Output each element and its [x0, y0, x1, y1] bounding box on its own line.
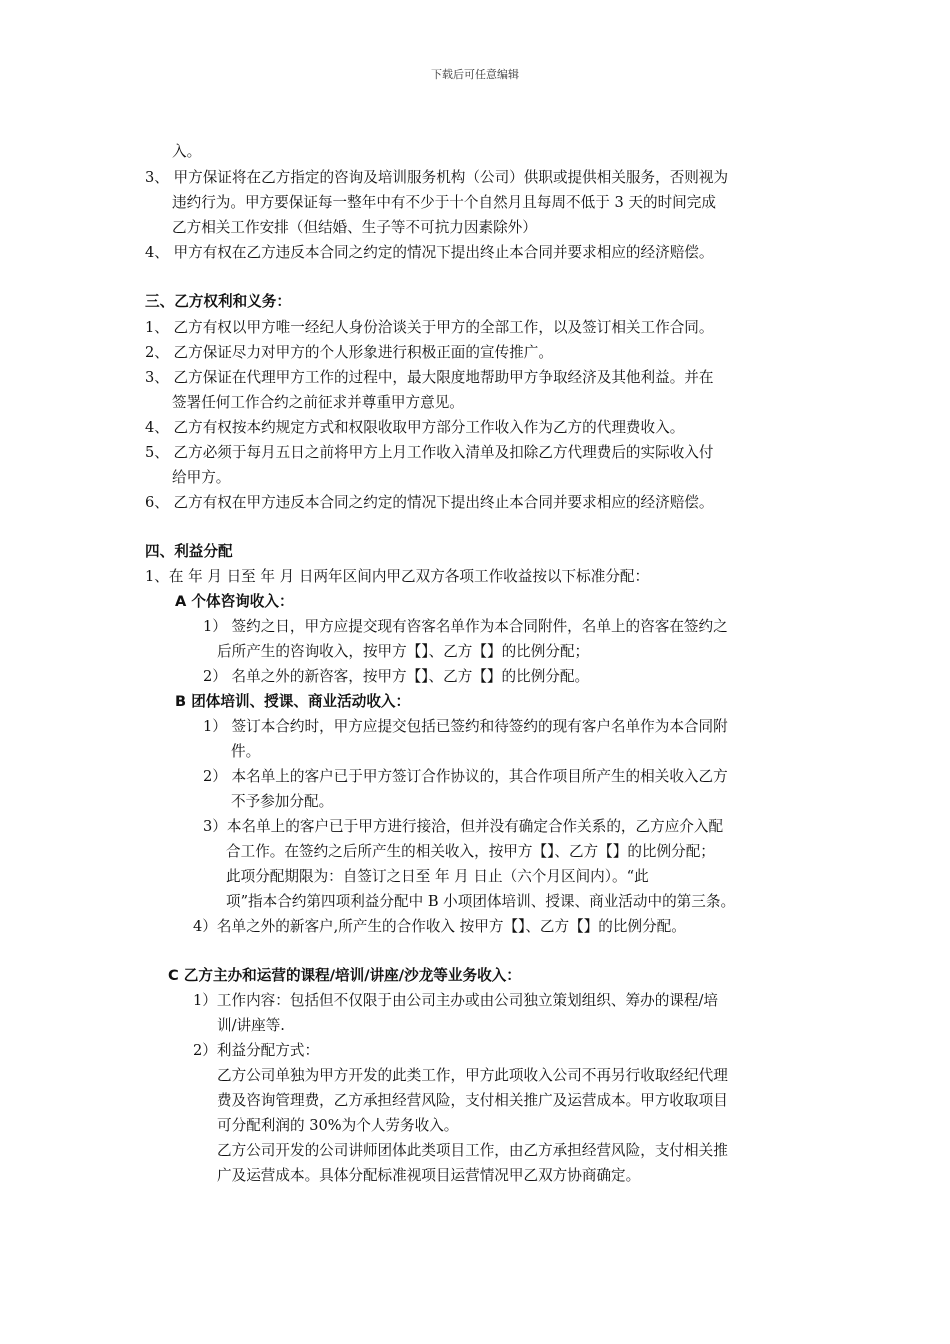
list-item: 1）工作内容：包括但不仅限于由公司主办或由公司独立策划组织、筹办的课程/培: [193, 992, 718, 1009]
list-item: 4、 乙方有权按本约规定方式和权限收取甲方部分工作收入作为乙方的代理费收入。: [145, 419, 685, 436]
text-line: 签署任何工作合约之前征求并尊重甲方意见。: [172, 394, 464, 411]
text-line: 给甲方。: [172, 469, 231, 486]
list-item: 1） 签约之日，甲方应提交现有咨客名单作为本合同附件，名单上的咨客在签约之: [203, 618, 728, 635]
list-item: 2） 本名单上的客户已于甲方签订合作协议的，其合作项目所产生的相关收入乙方: [203, 768, 728, 785]
subsection-heading: A 个体咨询收入：: [175, 593, 294, 610]
text-line: 合工作。在签约之后所产生的相关收入，按甲方【】、乙方【】的比例分配；: [226, 843, 715, 860]
subsection-heading: B 团体培训、授课、商业活动收入：: [175, 693, 411, 710]
list-item: 5、 乙方必须于每月五日之前将甲方上月工作收入清单及扣除乙方代理费后的实际收入付: [145, 444, 714, 461]
list-item: 2、 乙方保证尽力对甲方的个人形象进行积极正面的宣传推广。: [145, 344, 553, 361]
list-item: 4、 甲方有权在乙方违反本合同之约定的情况下提出终止本合同并要求相应的经济赔偿。: [145, 244, 714, 261]
text-line: 后所产生的咨询收入，按甲方【】、乙方【】的比例分配；: [217, 643, 590, 660]
text-line: 不予参加分配。: [231, 793, 334, 810]
list-item: 1） 签订本合约时，甲方应提交包括已签约和待签约的现有客户名单作为本合同附: [203, 718, 728, 735]
page-header: 下载后可任意编辑: [431, 68, 519, 81]
list-item: 2） 名单之外的新咨客，按甲方【】、乙方【】的比例分配。: [203, 668, 590, 685]
section-heading: 四、利益分配: [145, 543, 233, 560]
text-line: 乙方相关工作安排（但结婚、生子等不可抗力因素除外）: [172, 219, 537, 236]
list-item: 3、 乙方保证在代理甲方工作的过程中，最大限度地帮助甲方争取经济及其他利益。并在: [145, 369, 714, 386]
text-line: 乙方公司开发的公司讲师团体此类项目工作，由乙方承担经营风险，支付相关推: [217, 1142, 728, 1159]
list-item: 4）名单之外的新客户,所产生的合作收入 按甲方【】、乙方【】的比例分配。: [193, 918, 686, 935]
text-line: 可分配利润的 30%为个人劳务收入。: [217, 1117, 459, 1134]
list-item: 6、 乙方有权在甲方违反本合同之约定的情况下提出终止本合同并要求相应的经济赔偿。: [145, 494, 714, 511]
text-line: 训/讲座等.: [217, 1017, 285, 1034]
text-line: 项”指本合约第四项利益分配中 B 小项团体培训、授课、商业活动中的第三条。: [226, 893, 736, 910]
list-item: 2）利益分配方式：: [193, 1042, 320, 1059]
list-item: 1、 乙方有权以甲方唯一经纪人身份洽谈关于甲方的全部工作，以及签订相关工作合同。: [145, 319, 714, 336]
subsection-heading: C 乙方主办和运营的课程/培训/讲座/沙龙等业务收入：: [168, 967, 521, 984]
text-line: 费及咨询管理费，乙方承担经营风险，支付相关推广及运营成本。甲方收取项目: [217, 1092, 728, 1109]
text-line: 1、在 年 月 日至 年 月 日两年区间内甲乙双方各项工作收益按以下标准分配：: [145, 568, 650, 585]
list-item: 3）本名单上的客户已于甲方进行接洽，但并没有确定合作关系的，乙方应介入配: [203, 818, 724, 835]
text-line: 此项分配期限为：自签订之日至 年 月 日止（六个月区间内）。“此: [226, 868, 649, 885]
text-line: 违约行为。甲方要保证每一整年中有不少于十个自然月且每周不低于 3 天的时间完成: [172, 194, 716, 211]
text-line: 乙方公司单独为甲方开发的此类工作，甲方此项收入公司不再另行收取经纪代理: [217, 1067, 728, 1084]
section-heading: 三、乙方权利和义务：: [145, 293, 291, 310]
text-line: 入。: [172, 143, 202, 160]
text-line: 广及运营成本。具体分配标准视项目运营情况甲乙双方协商确定。: [217, 1167, 641, 1184]
text-line: 件。: [231, 743, 261, 760]
list-item: 3、 甲方保证将在乙方指定的咨询及培训服务机构（公司）供职或提供相关服务，否则视为: [145, 169, 729, 186]
